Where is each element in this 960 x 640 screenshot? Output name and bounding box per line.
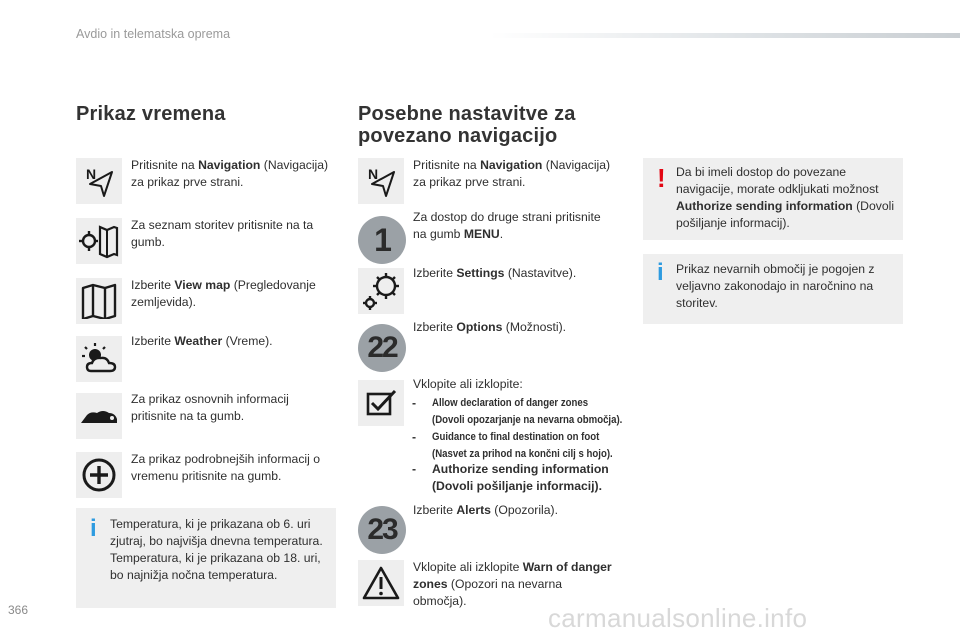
left-row-2-text: Za seznam storitev pritisnite na ta gumb. — [131, 218, 314, 249]
header-rule — [490, 33, 960, 38]
middle-row-5-text: Vklopite ali izklopite: — [413, 377, 523, 391]
middle-row-7-text: Vklopite ali izklopite Warn of danger zones (Opozori na nevarna območja). — [413, 560, 612, 608]
settings-gears-icon — [358, 268, 404, 314]
heading-connected-nav: Posebne nastavitve za povezano navigacijo — [358, 103, 576, 147]
middle-row-3-text: Izberite Settings (Nastavitve). — [413, 266, 577, 280]
navigation-n-icon — [358, 158, 404, 204]
plus-icon — [76, 452, 122, 498]
left-row-4-text: Izberite Weather (Vreme). — [131, 334, 273, 348]
left-row-3-text: Izberite View map (Pregledovanje zemljevida). — [131, 278, 316, 309]
warning-triangle-icon — [358, 560, 404, 606]
header-title: Avdio in telematska oprema — [76, 27, 231, 41]
step-badge-22: 22 — [358, 324, 406, 372]
warning-note-access — [643, 158, 903, 240]
info-note-danger-zones — [643, 254, 903, 324]
middle-row-4-text: Izberite Options (Možnosti). — [413, 320, 567, 334]
middle-row-1-text: Pritisnite na Navigation (Navigacija) za prikaz prve strani. — [413, 158, 611, 189]
cloud-icon — [76, 393, 122, 439]
info-note-text: Temperatura, ki je prikazana ob 6. uri zjutraj, bo najvišja dnevna temperatura. Temperatura, ki je prikazana ob 18. uri, bo najnižja nočna temperatura. — [110, 517, 323, 582]
warning-icon: ! — [657, 163, 666, 193]
svg-text:N: N — [368, 166, 379, 182]
checkbox-icon — [358, 380, 404, 426]
warning-note-text: Da bi imeli dostop do povezane navigacije, morate odkljukati možnost Authorize sending information (Dovoli pošiljanje informacij). — [676, 165, 895, 230]
svg-text:N: N — [86, 166, 97, 182]
bullet-danger-zones: - Allow declaration of danger zones (Dovoli opozarjanje na nevarna območja). — [412, 396, 623, 426]
step-badge-1: 1 — [358, 216, 406, 264]
info-note-temperature — [76, 508, 336, 608]
weather-icon — [76, 336, 122, 382]
navigation-n-icon — [76, 158, 122, 204]
watermark: carmanualsonline.info — [548, 603, 808, 633]
info-note-text: Prikaz nevarnih območij je pogojen z veljavno zakonodajo in naročnino na storitev. — [676, 262, 875, 310]
left-row-6-text: Za prikaz podrobnejših informacij o vremenu pritisnite na gumb. — [131, 452, 320, 483]
info-icon: i — [90, 515, 97, 542]
map-icon — [76, 278, 122, 324]
page-number: 366 — [8, 603, 29, 617]
settings-panel-icon — [76, 218, 122, 264]
heading-weather: Prikaz vremena — [76, 103, 226, 125]
info-icon: i — [657, 259, 664, 286]
left-row-5-text: Za prikaz osnovnih informacij pritisnite na ta gumb. — [131, 392, 289, 423]
middle-row-2-text: Za dostop do druge strani pritisnite na gumb MENU. — [413, 210, 601, 241]
step-badge-23: 23 — [358, 506, 406, 554]
left-row-1-text: Pritisnite na Navigation (Navigacija) za prikaz prve strani. — [131, 158, 329, 189]
bullet-authorize-sending: - Authorize sending information (Dovoli pošiljanje informacij). — [412, 462, 609, 493]
middle-row-6-text: Izberite Alerts (Opozorila). — [413, 503, 558, 517]
bullet-guidance-on-foot: - Guidance to final destination on foot (Nasvet za prihod na končni cilj s hojo). — [412, 430, 613, 460]
